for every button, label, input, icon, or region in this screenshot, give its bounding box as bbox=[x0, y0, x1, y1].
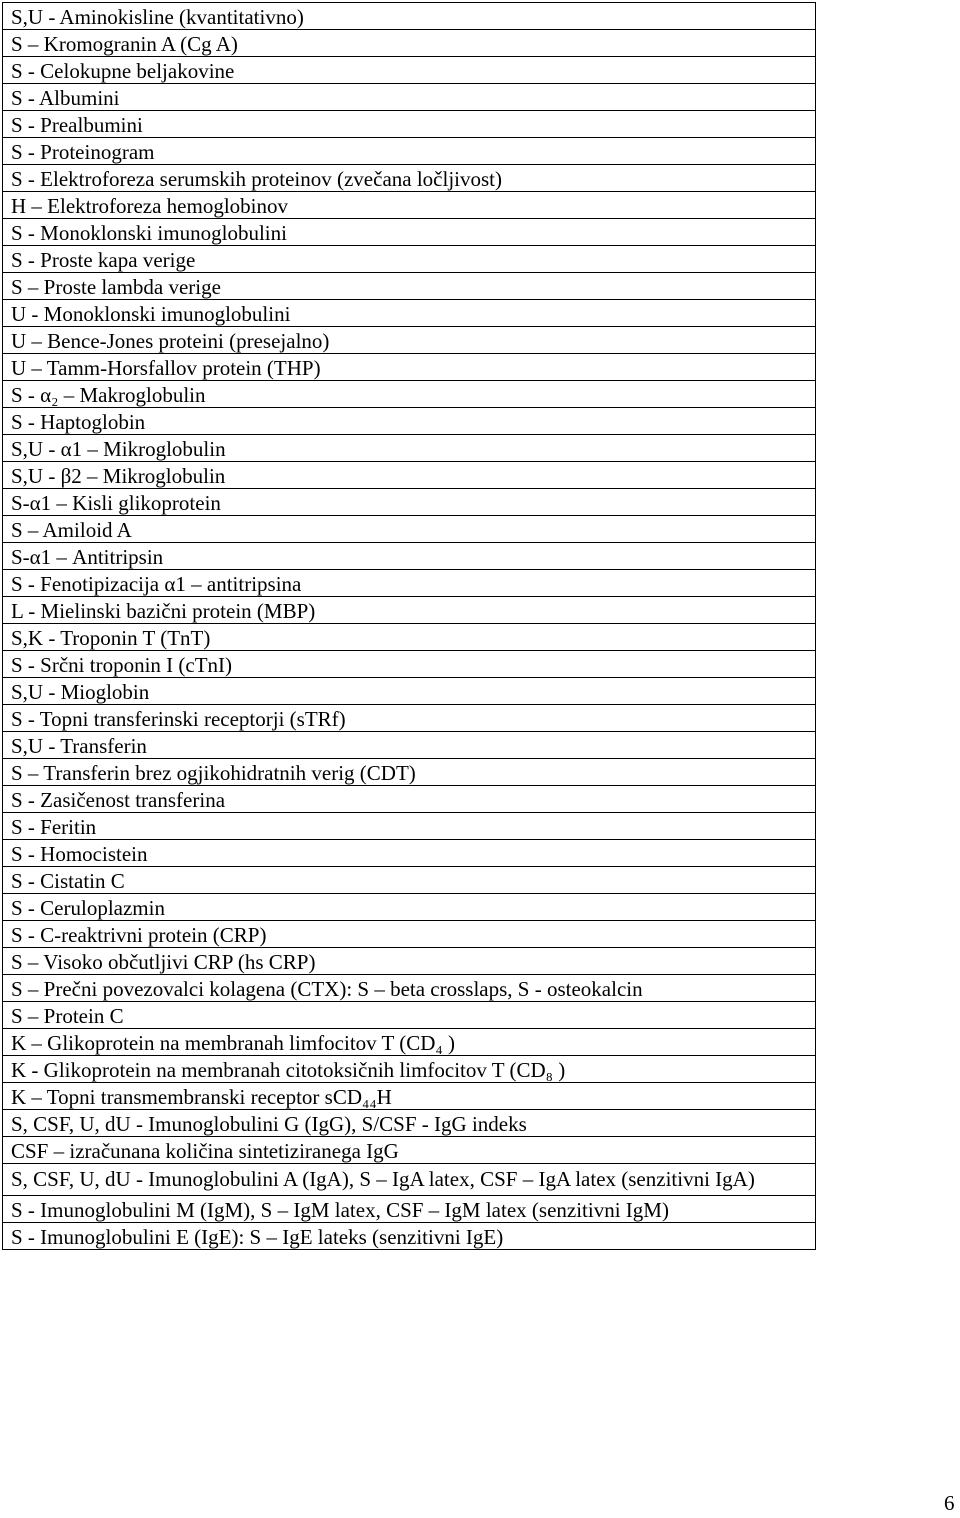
table-row bbox=[3, 1056, 816, 1083]
table-cell: H – Elektroforeza hemoglobinov bbox=[3, 192, 816, 219]
table-cell: S – Visoko občutljivi CRP (hs CRP) bbox=[3, 948, 816, 975]
table-cell: S,U - β2 – Mikroglobulin bbox=[3, 462, 816, 489]
table-row bbox=[3, 84, 816, 111]
table-cell: S – Proste lambda verige bbox=[3, 273, 816, 300]
table-cell: S, CSF, U, dU - Imunoglobulini A (IgA), S – IgA latex, CSF – IgA latex (senzitivni IgA) bbox=[3, 1164, 816, 1196]
table-cell: S - Proteinogram bbox=[3, 138, 816, 165]
table-row bbox=[3, 975, 816, 1002]
table-cell: S – Prečni povezovalci kolagena (CTX): S – beta crosslaps, S - osteokalcin bbox=[3, 975, 816, 1002]
table-cell: K – Topni transmembranski receptor sCD₄₄H bbox=[3, 1083, 816, 1110]
table-cell: S - Proste kapa verige bbox=[3, 246, 816, 273]
table-row bbox=[3, 948, 816, 975]
table-row bbox=[3, 1083, 816, 1110]
table-cell: S – Amiloid A bbox=[3, 516, 816, 543]
table-cell: U – Bence-Jones proteini (presejalno) bbox=[3, 327, 816, 354]
table-cell: S - C-reaktrivni protein (CRP) bbox=[3, 921, 816, 948]
table-cell: S - α₂ – Makroglobulin bbox=[3, 381, 816, 408]
table-row bbox=[3, 1110, 816, 1137]
table-row bbox=[3, 543, 816, 570]
table-row bbox=[3, 30, 816, 57]
table-cell: S,U - Aminokisline (kvantitativno) bbox=[3, 3, 816, 30]
table-row bbox=[3, 732, 816, 759]
table-row bbox=[3, 1029, 816, 1056]
table-row bbox=[3, 57, 816, 84]
table-row bbox=[3, 381, 816, 408]
table-cell: S - Zasičenost transferina bbox=[3, 786, 816, 813]
table-row bbox=[3, 1196, 816, 1223]
table-cell: S - Cistatin C bbox=[3, 867, 816, 894]
table-cell: S - Celokupne beljakovine bbox=[3, 57, 816, 84]
table-row bbox=[3, 354, 816, 381]
table-cell: S – Transferin brez ogjikohidratnih verig (CDT) bbox=[3, 759, 816, 786]
table-row bbox=[3, 786, 816, 813]
table-row bbox=[3, 273, 816, 300]
table-cell: S - Srčni troponin I (cTnI) bbox=[3, 651, 816, 678]
table-row bbox=[3, 1137, 816, 1164]
table-row bbox=[3, 192, 816, 219]
table-row bbox=[3, 246, 816, 273]
table-cell: S - Monoklonski imunoglobulini bbox=[3, 219, 816, 246]
table-cell: S - Imunoglobulini M (IgM), S – IgM latex, CSF – IgM latex (senzitivni IgM) bbox=[3, 1196, 816, 1223]
table-row bbox=[3, 1164, 816, 1196]
table-cell: S,U - α1 – Mikroglobulin bbox=[3, 435, 816, 462]
lab-test-table bbox=[2, 2, 816, 1250]
table-cell: S - Topni transferinski receptorji (sTRf) bbox=[3, 705, 816, 732]
table-row bbox=[3, 624, 816, 651]
table-row bbox=[3, 462, 816, 489]
page-number: 6 bbox=[944, 1491, 955, 1515]
table-cell: U - Monoklonski imunoglobulini bbox=[3, 300, 816, 327]
table-row bbox=[3, 165, 816, 192]
table-row bbox=[3, 678, 816, 705]
table-row bbox=[3, 1223, 816, 1250]
table-cell: K – Glikoprotein na membranah limfocitov T (CD₄ ) bbox=[3, 1029, 816, 1056]
table-row bbox=[3, 3, 816, 30]
table-cell: S - Imunoglobulini E (IgE): S – IgE lateks (senzitivni IgE) bbox=[3, 1223, 816, 1250]
table-row bbox=[3, 597, 816, 624]
table-cell: S-α1 – Antitripsin bbox=[3, 543, 816, 570]
table-row bbox=[3, 1002, 816, 1029]
table-cell: L - Mielinski bazični protein (MBP) bbox=[3, 597, 816, 624]
table-cell: S - Ceruloplazmin bbox=[3, 894, 816, 921]
table-row bbox=[3, 651, 816, 678]
table-row bbox=[3, 921, 816, 948]
table-row bbox=[3, 327, 816, 354]
table-cell: S - Albumini bbox=[3, 84, 816, 111]
table-cell: S - Elektroforeza serumskih proteinov (zvečana ločljivost) bbox=[3, 165, 816, 192]
table-cell: S – Protein C bbox=[3, 1002, 816, 1029]
table-cell: S - Feritin bbox=[3, 813, 816, 840]
table-row bbox=[3, 570, 816, 597]
table-row bbox=[3, 111, 816, 138]
table-cell: U – Tamm-Horsfallov protein (THP) bbox=[3, 354, 816, 381]
table-cell: S – Kromogranin A (Cg A) bbox=[3, 30, 816, 57]
table-row bbox=[3, 705, 816, 732]
table-row bbox=[3, 867, 816, 894]
table-row bbox=[3, 489, 816, 516]
table-row bbox=[3, 813, 816, 840]
table-row bbox=[3, 138, 816, 165]
table-cell: S, CSF, U, dU - Imunoglobulini G (IgG), S/CSF - IgG indeks bbox=[3, 1110, 816, 1137]
table-row bbox=[3, 408, 816, 435]
table-row bbox=[3, 759, 816, 786]
table-row bbox=[3, 300, 816, 327]
table-row bbox=[3, 516, 816, 543]
table-cell: S - Homocistein bbox=[3, 840, 816, 867]
table-cell: S - Prealbumini bbox=[3, 111, 816, 138]
table-row bbox=[3, 840, 816, 867]
table-cell: S,K - Troponin T (TnT) bbox=[3, 624, 816, 651]
table-row bbox=[3, 219, 816, 246]
table-cell: S,U - Mioglobin bbox=[3, 678, 816, 705]
table-cell: S,U - Transferin bbox=[3, 732, 816, 759]
table-cell: CSF – izračunana količina sintetiziranega IgG bbox=[3, 1137, 816, 1164]
table-cell: S - Fenotipizacija α1 – antitripsina bbox=[3, 570, 816, 597]
table-row bbox=[3, 435, 816, 462]
table-cell: S - Haptoglobin bbox=[3, 408, 816, 435]
table-cell: K - Glikoprotein na membranah citotoksičnih limfocitov T (CD₈ ) bbox=[3, 1056, 816, 1083]
table-cell: S-α1 – Kisli glikoprotein bbox=[3, 489, 816, 516]
table-row bbox=[3, 894, 816, 921]
